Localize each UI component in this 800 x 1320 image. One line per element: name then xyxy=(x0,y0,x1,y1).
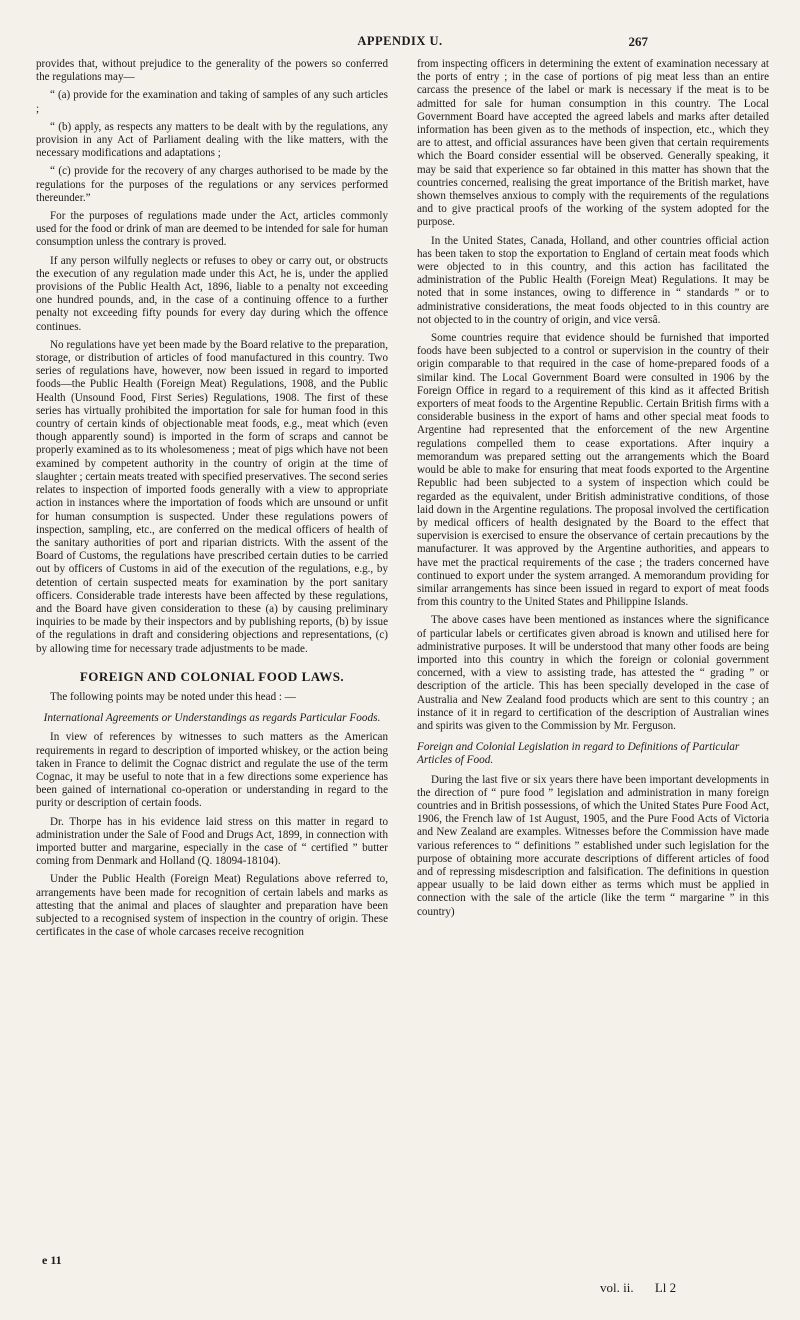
page-footer xyxy=(600,1280,694,1296)
running-head: APPENDIX U. xyxy=(357,34,443,48)
right-column xyxy=(417,58,769,919)
paragraph: “ (a) provide for the examination and taking of samples of any such articles ; xyxy=(36,89,388,115)
signature-mark: e 11 xyxy=(42,1253,62,1267)
subsection-heading: International Agreements or Understandings as regards Particular Foods. xyxy=(43,712,381,725)
paragraph: The following points may be noted under this head : — xyxy=(50,690,296,703)
paragraph: During the last five or six years there have been important developments in the direction of “ pure food ” legislation and administration in many foreign countries and in British possessions, of which the United States Pure Food Act, 1906, the French law of 1st August, 1905, and the Pure Food Acts of Victoria and New Zealand are examples. Witnesses before the Commission have made various references to “ definitions ” established under such legislation for the purpose of obtaining more accurate descriptions of different articles of food and of repressing misdescription and falsification. The definitions in question appear usually to be laid down either as terms which must be applied in connection with the sale of the article (like the term “ margarine ” in this country) xyxy=(417,773,769,918)
sheet-mark: Ll 2 xyxy=(654,1280,677,1295)
page-number: 267 xyxy=(628,34,648,49)
paragraph: The above cases have been mentioned as instances where the significance of particular labels or certificates given abroad is known and utilised here for administrative purposes. It will be understood that many other foods are being imported into this country in which the foreign or colonial government concerned, with a view to assisting trade, has attested the “ grading ” or description of the article. This has been specially developed in the case of Australia and New Zealand food products which are sent to this country ; an instance of it in regard to certification of the description of Australian wines and spirits was given to the Commission by Mr. Ferguson. xyxy=(417,614,769,732)
paragraph: Some countries require that evidence should be furnished that imported foods have been subjected to a control or supervision in the country of their origin comparable to that required in the case of home-prepared foods of a similar kind. The Local Government Board were consulted in 1906 by the Foreign Office in regard to a requirement of this kind as it affected British exporters of meat foods to the Argentine Republic. Certain British firms with a considerable business in the export of hams and other special meat foods to Argentine had represented that the enforcement of the new Argentine regulations compelled them to cease exportations. After inquiry a memorandum was prepared setting out the arrangements which the Board would be able to make for ensuring that meat foods exported to the Argentine Republic had been subjected to a system of inspection which could be regarded as the equivalent, under British administrative conditions, of those laid down in the Argentine regulations. The proposal involved the certification by medical officers of health designated by the Board to the effect that supervision is exercised to ensure the observance of certain precautions by the manufacturer. It was approved by the Argentine authorities, and appears to have met the practical requirements of the case ; the traders concerned have continued to export under the system arranged. A memorandum providing for similar arrangements has since been issued in regard to export of meat foods from this country to the United States and Philippine Islands. xyxy=(417,332,769,609)
paragraph: “ (c) provide for the recovery of any charges authorised to be made by the regulations for the purposes of the regulations or any services performed thereunder.” xyxy=(36,165,388,204)
volume-label: vol. ii. xyxy=(600,1280,634,1295)
paragraph: In view of references by witnesses to such matters as the American requirements in regard to description of imported whiskey, or the action being taken in France to delimit the Cognac district and regulate the use of the term Cognac, it may be useful to note that in a few directions some experience has been gained of international co-operation or understanding in regard to the purity or description of certain foods. xyxy=(36,731,388,810)
section-title: FOREIGN AND COLONIAL FOOD LAWS. xyxy=(79,668,345,684)
paragraph: If any person wilfully neglects or refuses to obey or carry out, or obstructs the execution of any regulation made under this Act, he is, under the applied provisions of the Public Health Act, 1896, liable to a penalty not exceeding one hundred pounds, and, in the case of a continuing offence to a further penalty not exceeding fifty pounds for every day during which the offence continues. xyxy=(36,254,388,333)
paragraph: No regulations have yet been made by the Board relative to the preparation, storage, or distribution of articles of food manufactured in this country. Two series of regulations have, however, now been issued in regard to imported foods—the Public Health (Foreign Meat) Regulations, 1908, and the Public Health (Unsound Food, First Series) Regulations, 1908. The first of these series has virtually prohibited the importation for sale for human food in this country of certain kinds of objectionable meat foods, e.g., meat which (even though apparently sound) is imported in the form of scraps and cannot be properly examined as to its wholesomeness ; meat of pigs which have not been examined by competent authority in the country of origin at the time of slaughter ; certain meats treated with specified preservatives. The second series relates to inspection of imported foods generally with a view to appropriate action in instances where the importation of foods which are unsound or unfit for human consumption is suspected. Under these regulations powers of inspection, sampling, etc., are conferred on the medical officers of health of the sanitary authorities of port and riparian districts. With the assent of the Board of Customs, the regulations have prescribed certain duties to be carried out by officers of Customs in aid of the execution of the regulations, e.g., by detention of certain suspected meats for examination by the port sanitary officers. Considerable trade interests have been affected by these regulations, and the Board have given consideration to these (a) by causing preliminary inquiries to be made by their inspectors and by publishing reports, (b) by issue of the regulations in draft and considering objections and representations, (c) by allowing time for necessary trade adjustments to be made. xyxy=(36,338,388,655)
subsection-heading: Foreign and Colonial Legislation in regard to Definitions of Particular Articles of Food. xyxy=(417,741,740,767)
paragraph: In the United States, Canada, Holland, and other countries official action has been taken to stop the exportation to England of certain meat foods which were objected to in this country, and this action has facilitated the administration of the Public Health (Foreign Meat) Regulations. It may be noted that in some instances, owing to difference in “ standards ” or to administrative considerations, the meat foods objected to in this country are not objected to in the country of origin, and vice versâ. xyxy=(417,234,769,326)
page-header xyxy=(0,12,800,49)
paragraph: “ (b) apply, as respects any matters to be dealt with by the regulations, any provision in any Act of Parliament dealing with the like matters, with the necessary modifications and adaptations ; xyxy=(36,120,388,160)
paragraph: For the purposes of regulations made under the Act, articles commonly used for the food or drink of man are deemed to be intended for sale for human consumption unless the contrary is proved. xyxy=(36,210,388,249)
paragraph: Dr. Thorpe has in his evidence laid stress on this matter in regard to administration under the Sale of Food and Drugs Act, 1899, in connection with imported butter and margarine, especially in the case of “ certified ” butter coming from Denmark and Holland (Q. 18094-18104). xyxy=(36,815,388,868)
left-column xyxy=(36,58,388,939)
paragraph: provides that, without prejudice to the generality of the powers so conferred the regulations may— xyxy=(36,58,388,84)
paragraph: Under the Public Health (Foreign Meat) Regulations above referred to, arrangements have been made for recognition of certain labels and marks as attesting that the animal and places of slaughter and preparation have been subjected to a recognised system of inspection in the country of origin. These certificates in the case of whole carcases receive recognition xyxy=(36,873,388,939)
paragraph: from inspecting officers in determining the extent of examination necessary at the ports of entry ; in the case of portions of pig meat less than an entire carcass the presence of the label or mark is necessary if the meat is to be admitted for sale for human consumption in this country. The Local Government Board have accepted the agreed labels and marks after detailed information has been given as to the methods of inspection, etc., which they are to attest, and official assurances have been given that certain requirements which the Board consider essential will be observed. Generally speaking, it may be said that experience so far obtained in this matter has shown that the countries concerned, realising the great importance of the British market, have shown themselves anxious to comply with the requirements of the regulations and to give practical proofs of the working of the system adopted for the purpose. xyxy=(417,58,769,229)
